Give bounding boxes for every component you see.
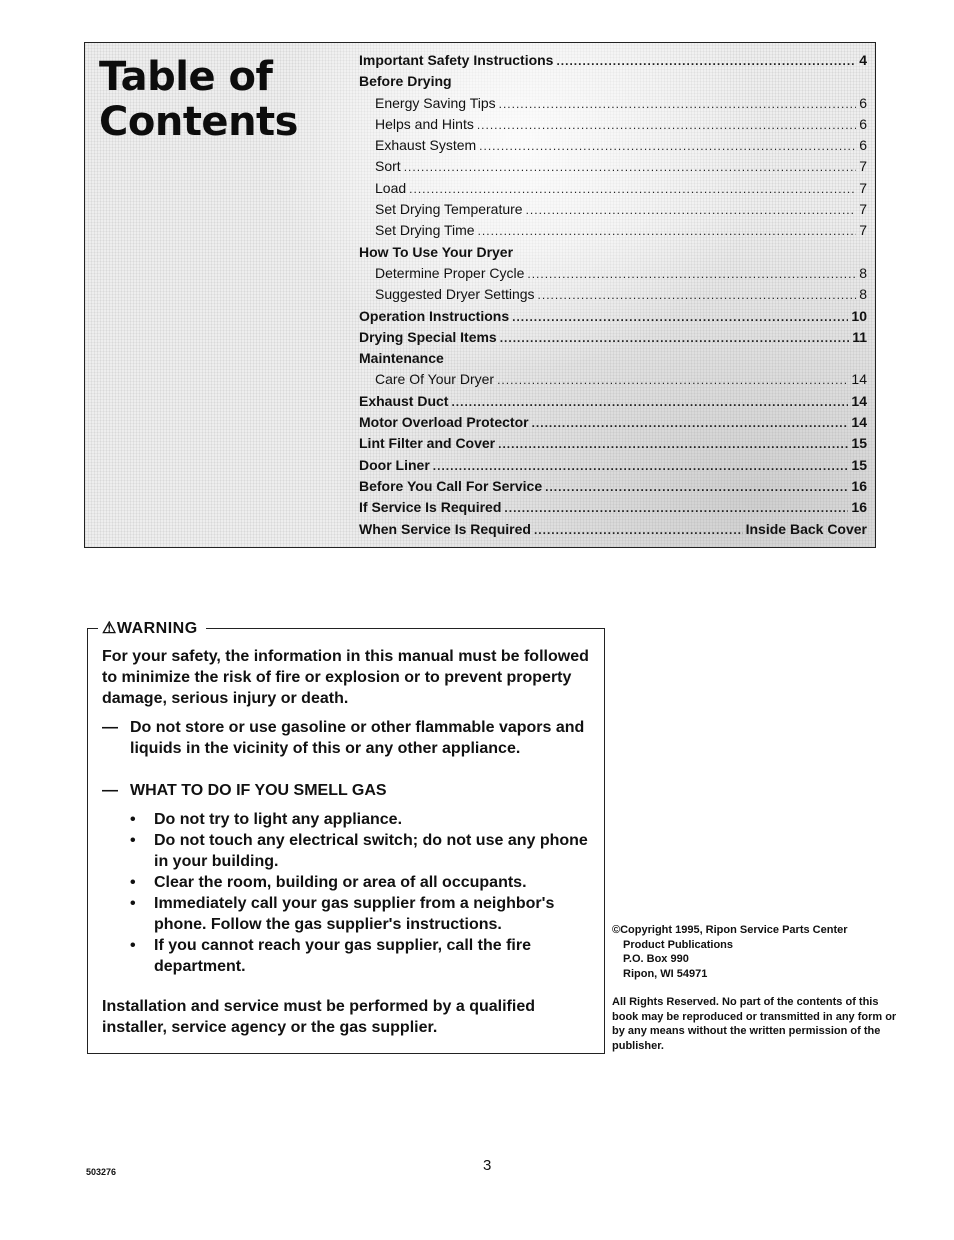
toc-entry-label: Energy Saving Tips — [375, 94, 496, 111]
toc-entry-page: 6 — [859, 115, 867, 132]
toc-entry-label: Lint Filter and Cover — [359, 435, 496, 452]
toc-entry[interactable] — [359, 329, 867, 350]
leader-dots — [404, 160, 857, 174]
toc-entry-page: 6 — [859, 94, 867, 111]
toc-entry[interactable] — [359, 308, 867, 329]
toc-entry[interactable] — [359, 478, 867, 499]
bullet-mark: • — [130, 811, 136, 828]
toc-entry-label: Important Safety Instructions — [359, 52, 554, 68]
leader-dots — [479, 139, 856, 153]
toc-entry-label: Exhaust System — [375, 137, 477, 154]
list-item — [128, 809, 588, 830]
leader-dots — [433, 459, 849, 473]
toc-entry[interactable] — [359, 371, 867, 392]
toc-entry-page: 6 — [859, 137, 867, 154]
publisher-line: Product Publications — [623, 938, 734, 951]
toc-list — [359, 52, 867, 542]
leader-dots — [534, 523, 743, 537]
warning-heading — [98, 618, 206, 639]
leader-dots — [451, 395, 848, 409]
toc-section-heading — [359, 73, 867, 94]
toc-entry[interactable] — [359, 521, 867, 542]
list-item-text: If you cannot reach your gas supplier, call the fire department. — [154, 937, 531, 975]
toc-entry-label: Care Of Your Dryer — [375, 371, 495, 388]
leader-dots — [500, 331, 849, 345]
toc-entry[interactable] — [359, 499, 867, 520]
toc-entry[interactable] — [359, 116, 867, 137]
warning-dash-item — [102, 780, 592, 801]
list-item — [128, 830, 588, 872]
toc-entry-label: Before You Call For Service — [359, 477, 543, 494]
warning-dash-text: WHAT TO DO IF YOU SMELL GAS — [130, 782, 387, 799]
toc-entry-label: Sort — [375, 158, 401, 175]
toc-entry-label: Motor Overload Protector — [359, 414, 529, 431]
toc-title-line-2: Contents — [99, 99, 298, 145]
gas-instructions-list — [128, 809, 588, 977]
warning-intro: For your safety, the information in this manual must be followed to minimize the risk of fire or explosion or to prevent property damage, serious injury or death. — [102, 648, 589, 707]
toc-entry[interactable] — [359, 265, 867, 286]
toc-entry-label: Drying Special Items — [359, 328, 497, 345]
toc-entry-label: Set Drying Time — [375, 222, 475, 239]
toc-entry-label: If Service Is Required — [359, 499, 502, 516]
toc-entry-page: Inside Back Cover — [745, 520, 867, 537]
warning-footer: Installation and service must be performed by a qualified installer, service agency or the gas supplier. — [102, 998, 535, 1036]
document-code: 503276 — [86, 1167, 117, 1177]
toc-entry[interactable] — [359, 95, 867, 116]
address-line: P.O. Box 990 — [623, 953, 689, 965]
list-item-text: Do not touch any electrical switch; do not use any phone in your building. — [154, 832, 588, 870]
toc-entry-page: 16 — [851, 477, 867, 494]
leader-dots — [497, 373, 848, 387]
copyright-line: ©Copyright 1995, Ripon Service Parts Center — [612, 924, 848, 936]
toc-entry[interactable] — [359, 180, 867, 201]
toc-entry-label: Maintenance — [359, 350, 444, 367]
leader-dots — [478, 224, 857, 238]
list-item-text: Do not try to light any appliance. — [154, 811, 403, 828]
toc-entry-page: 7 — [859, 158, 867, 175]
toc-entry-label: How To Use Your Dryer — [359, 243, 514, 260]
bullet-mark: • — [130, 895, 136, 912]
list-item — [128, 893, 588, 935]
toc-section-heading — [359, 244, 867, 265]
leader-dots — [498, 437, 848, 451]
leader-dots — [504, 501, 848, 515]
warning-triangle-icon: ⚠ — [102, 620, 117, 637]
dash-mark: — — [102, 782, 118, 799]
toc-entry-page: 7 — [859, 222, 867, 239]
list-item-text: Clear the room, building or area of all occupants. — [154, 874, 527, 891]
list-item-text: Immediately call your gas supplier from a neighbor's phone. Follow the gas supplier's instructions. — [154, 895, 555, 933]
leader-dots — [556, 54, 856, 68]
dash-mark: — — [102, 719, 118, 736]
warning-dash-text: Do not store or use gasoline or other flammable vapors and liquids in the vicinity of this or any other appliance. — [130, 719, 585, 757]
toc-entry-label: Helps and Hints — [375, 115, 474, 132]
toc-entry-page: 14 — [851, 414, 867, 431]
toc-entry[interactable] — [359, 222, 867, 243]
toc-entry-label: Exhaust Duct — [359, 392, 449, 409]
leader-dots — [532, 416, 849, 430]
bullet-mark: • — [130, 832, 136, 849]
toc-entry-page: 14 — [851, 392, 867, 409]
bullet-mark: • — [130, 937, 136, 954]
toc-entry-page: 11 — [852, 328, 867, 345]
toc-entry[interactable] — [359, 393, 867, 414]
toc-entry[interactable] — [359, 52, 867, 73]
toc-entry[interactable] — [359, 201, 867, 222]
toc-entry-page: 10 — [851, 307, 867, 324]
bullet-mark: • — [130, 874, 136, 891]
toc-entry-page: 16 — [851, 499, 867, 516]
toc-entry-label: Before Drying — [359, 73, 452, 90]
toc-entry-page: 7 — [859, 201, 867, 218]
toc-entry-label: Load — [375, 179, 407, 196]
toc-entry-page: 15 — [851, 435, 867, 452]
list-item — [128, 935, 588, 977]
leader-dots — [512, 310, 848, 324]
toc-entry-page: 8 — [859, 286, 867, 303]
toc-entry-label: Suggested Dryer Settings — [375, 286, 535, 303]
toc-entry-page: 15 — [851, 456, 867, 473]
page-number: 3 — [483, 1157, 492, 1174]
toc-entry[interactable] — [359, 435, 867, 456]
toc-title — [99, 55, 298, 145]
leader-dots — [545, 480, 848, 494]
toc-title-line-1: Table of — [99, 54, 273, 100]
table-of-contents-panel — [84, 42, 876, 548]
toc-entry[interactable] — [359, 158, 867, 179]
list-item — [128, 872, 588, 893]
toc-entry[interactable] — [359, 286, 867, 307]
rights-notice: All Rights Reserved. No part of the contents of this book may be reproduced or transmitted in any form or by any means without the written permission of the publisher. — [612, 996, 897, 1052]
toc-entry-label: When Service Is Required — [359, 520, 531, 537]
toc-entry-page: 4 — [859, 52, 867, 68]
warning-box — [87, 620, 605, 1054]
toc-entry-label: Door Liner — [359, 456, 430, 473]
toc-entry-label: Determine Proper Cycle — [375, 264, 525, 281]
toc-entry-page: 8 — [859, 264, 867, 281]
copyright-notice — [612, 923, 848, 981]
toc-entry-label: Set Drying Temperature — [375, 201, 523, 218]
leader-dots — [409, 182, 856, 196]
toc-entry-page: 7 — [859, 179, 867, 196]
toc-entry[interactable] — [359, 414, 867, 435]
toc-section-heading — [359, 350, 867, 371]
toc-entry[interactable] — [359, 137, 867, 158]
leader-dots — [477, 118, 856, 132]
leader-dots — [538, 288, 857, 302]
toc-entry[interactable] — [359, 457, 867, 478]
warning-label: WARNING — [116, 620, 198, 637]
warning-dash-item — [102, 717, 592, 759]
leader-dots — [527, 267, 856, 281]
city-line: Ripon, WI 54971 — [623, 967, 708, 980]
toc-entry-page: 14 — [851, 371, 867, 388]
leader-dots — [499, 97, 857, 111]
leader-dots — [526, 203, 857, 217]
toc-entry-label: Operation Instructions — [359, 307, 510, 324]
